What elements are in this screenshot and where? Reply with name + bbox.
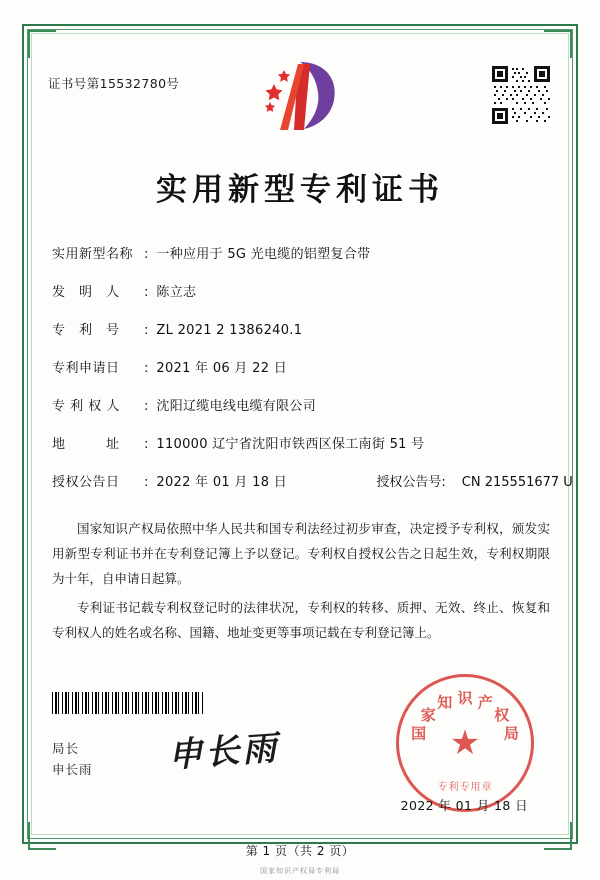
field-row-patentee	[52, 395, 554, 414]
field-colon-secondary: :	[441, 475, 446, 490]
seal-char: 知	[437, 693, 453, 712]
field-row-grant-announcement	[52, 471, 573, 490]
field-value: 陈立志	[156, 285, 197, 300]
field-colon: :	[144, 399, 149, 414]
field-label: 地 址	[52, 437, 120, 452]
page-title: 实用新型专利证书	[156, 172, 444, 208]
field-colon: :	[144, 285, 149, 300]
legal-paragraph-2: 专利证书记载专利权登记时的法律状况，专利权的转移、质押、无效、终止、恢复和专利权人的姓名或名称、国籍、地址变更等事项记载在专利登记簿上。	[52, 600, 550, 640]
field-value: 2022 年 01 月 18 日	[156, 475, 288, 490]
field-row-inventor	[52, 281, 554, 300]
handwritten-signature: 申长雨	[166, 728, 281, 776]
field-row-patent-number	[52, 319, 554, 338]
field-label: 发 明 人	[52, 285, 120, 300]
field-row-invention-name	[52, 243, 554, 262]
cnipa-logo-icon	[254, 56, 346, 134]
director-name: 申长雨	[52, 762, 93, 777]
legal-text-block	[46, 516, 554, 645]
certificate-content	[46, 52, 573, 858]
field-value-secondary: CN 215551677 U	[461, 475, 573, 490]
seal-date: 2022 年 01 月 18 日	[400, 798, 528, 813]
field-label: 授权公告日	[52, 475, 120, 490]
field-label-secondary: 授权公告号	[376, 475, 442, 490]
certificate-number: 证书号第15532780号	[48, 76, 180, 91]
field-row-application-date	[52, 357, 554, 376]
seal-bottom-text: 专利专用章	[437, 782, 493, 793]
field-label: 专 利 权 人	[52, 399, 120, 414]
seal-char: 局	[503, 724, 519, 743]
seal-char: 国	[411, 724, 427, 743]
signature-block	[52, 738, 93, 780]
seal-char: 权	[494, 706, 510, 725]
field-colon: :	[144, 323, 149, 338]
field-colon: :	[144, 361, 149, 376]
field-colon: :	[144, 437, 149, 452]
field-colon: :	[144, 247, 149, 262]
field-row-address	[52, 433, 554, 452]
seal-char: 产	[477, 693, 493, 712]
page-indicator: 第 1 页（共 2 页）	[245, 844, 355, 858]
certificate-header	[46, 52, 554, 144]
official-seal	[396, 674, 534, 812]
field-value: 110000 辽宁省沈阳市铁西区保工南街 51 号	[156, 437, 425, 452]
field-label: 实用新型名称	[52, 247, 134, 262]
field-value: 2021 年 06 月 22 日	[156, 361, 288, 376]
field-label: 专 利 号	[52, 323, 120, 338]
field-label: 专利申请日	[52, 361, 120, 376]
field-colon: :	[144, 475, 149, 490]
seal-char: 家	[420, 706, 436, 725]
field-value: 一种应用于 5G 光电缆的铝塑复合带	[156, 247, 371, 262]
field-list	[46, 243, 573, 490]
seal-char: 识	[457, 689, 473, 707]
qr-code	[490, 64, 552, 126]
director-role-label: 局长	[52, 741, 80, 756]
seal-emblem-icon: ★	[449, 723, 481, 763]
field-value: 沈阳辽缆电线电缆有限公司	[156, 399, 316, 414]
field-value: ZL 2021 2 1386240.1	[156, 323, 303, 338]
microprint-footer: 国家知识产权局专利局	[260, 867, 340, 875]
barcode	[52, 692, 204, 714]
legal-paragraph-1: 国家知识产权局依照中华人民共和国专利法经过初步审查，决定授予专利权，颁发实用新型专利证书并在专利登记簿上予以登记。专利权自授权公告之日起生效，专利权期限为十年，自申请日起算。	[52, 521, 550, 586]
